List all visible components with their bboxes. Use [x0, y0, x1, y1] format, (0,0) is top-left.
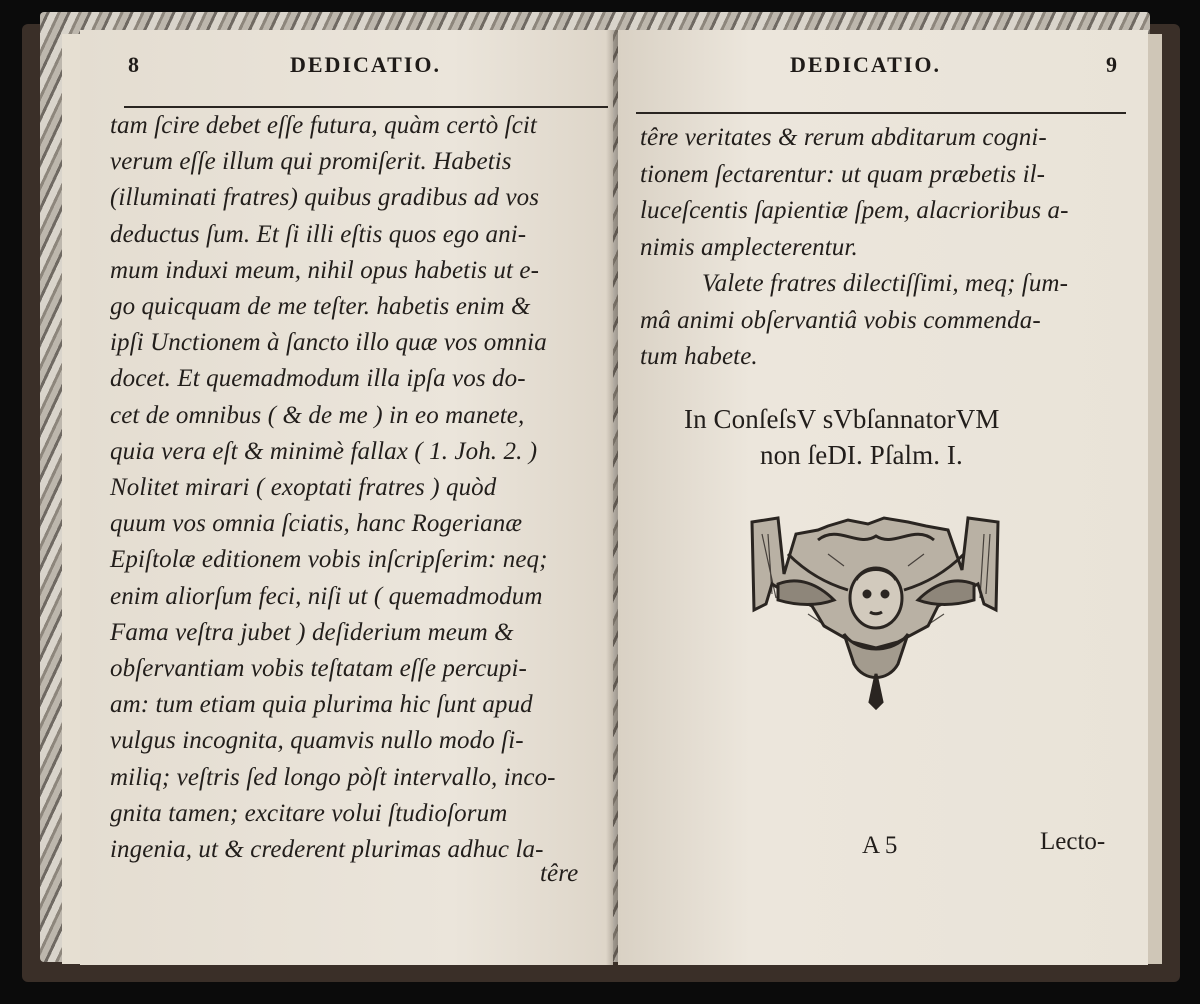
text-line: quum vos omnia ſciatis, hanc Rogerianæ [110, 510, 523, 538]
left-page-header: DEDICATIO. [290, 52, 442, 77]
text-line: cet de omnibus ( & de me ) in eo manete, [110, 401, 525, 429]
text-line: miliq; veſtris ſed longo pòſt intervallo, inco- [110, 763, 556, 791]
text-line: luceſcentis ſapientiæ ſpem, alacrioribus a- [640, 197, 1069, 224]
right-page-number: 9 [1106, 52, 1119, 77]
text-line: Nolitet mirari ( exoptati fratres ) quòd [110, 474, 497, 501]
right-header-rule [636, 112, 1126, 114]
winged-cherub-head-ornament [748, 514, 1004, 710]
text-line: têre veritates & rerum abditarum cogni- [640, 124, 1047, 151]
left-catchword: têre [540, 860, 579, 887]
chronogram-line-2: non ſeDI. Pſalm. I. [760, 440, 963, 470]
text-line: (illuminati fratres) quibus gradibus ad vos [110, 184, 540, 212]
text-line: Epiſtolæ editionem vobis inſcripſerim: neq; [110, 546, 548, 574]
text-line: am: tum etiam quia plurima hic ſunt apud [110, 691, 533, 719]
left-page-number: 8 [128, 52, 141, 77]
text-line: tionem ſectarentur: ut quam præbetis il- [640, 160, 1046, 188]
right-page-header: DEDICATIO. [790, 52, 942, 77]
text-line: vulgus incognita, quamvis nullo modo ſi- [110, 727, 524, 755]
page-edges-right [1146, 34, 1162, 964]
text-line: verum eſſe illum qui promiſerit. Habetis [110, 148, 512, 176]
left-header-rule [124, 106, 608, 108]
text-line: Valete fratres dilectiſſimi, meq; ſum- [702, 270, 1068, 297]
right-catchword: Lecto- [1040, 828, 1106, 855]
text-line: ipſi Unctionem à ſancto illo quæ vos omnia [110, 329, 547, 357]
chronogram-line-1: In ConſeſsV sVbſannatorVM [684, 404, 1000, 434]
text-line: ingenia, ut & crederent plurimas adhuc la- [110, 836, 544, 863]
text-line: tum habete. [640, 343, 758, 370]
text-line: mum induxi meum, nihil opus habetis ut e- [110, 256, 540, 284]
text-line: tam ſcire debet eſſe futura, quàm certò ſcit [110, 112, 537, 139]
text-line: gnita tamen; excitare volui ſtudioſorum [110, 799, 508, 827]
text-line: deductus ſum. Et ſi illi eſtis quos ego ani- [110, 220, 527, 248]
text-line: nimis amplecterentur. [640, 233, 858, 261]
text-line: quia vera eſt & minimè fallax ( 1. Joh. 2. ) [110, 437, 538, 465]
text-line: go quicquam de me teſter. habetis enim & [110, 293, 531, 320]
text-line: enim aliorſum feci, niſi ut ( quemadmodum [110, 582, 543, 610]
signature-mark: A 5 [862, 832, 898, 859]
text-line: mâ animi obſervantiâ vobis commenda- [640, 306, 1041, 334]
text-line: docet. Et quemadmodum illa ipſa vos do- [110, 365, 526, 393]
text-line: obſervantiam vobis teſtatam eſſe percupi- [110, 655, 527, 682]
text-line: Fama veſtra jubet ) deſiderium meum & [110, 618, 514, 646]
